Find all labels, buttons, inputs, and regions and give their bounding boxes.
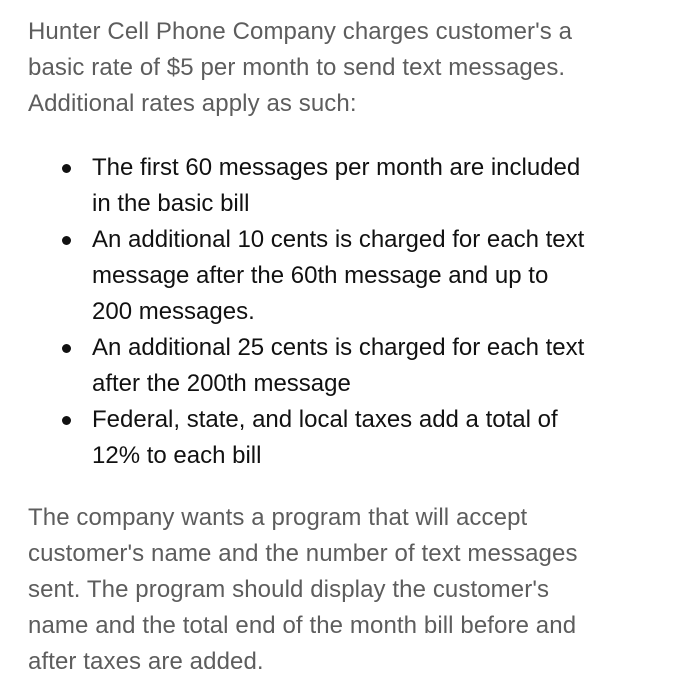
list-item-line: after the 200th message	[92, 370, 351, 397]
list-item	[28, 150, 658, 222]
list-item	[28, 222, 658, 330]
bullet-icon	[62, 344, 71, 353]
intro-line: basic rate of $5 per month to send text messages.	[28, 54, 566, 81]
intro-line: Hunter Cell Phone Company charges customer's a	[28, 18, 573, 45]
document-body	[28, 14, 658, 680]
intro-line: Additional rates apply as such:	[28, 90, 357, 117]
list-item-line: 12% to each bill	[92, 442, 262, 469]
list-item-line: Federal, state, and local taxes add a total of	[92, 406, 558, 433]
outro-line: The company wants a program that will accept	[28, 504, 528, 531]
bullet-icon	[62, 236, 71, 245]
list-item	[28, 402, 658, 474]
list-item-line: The first 60 messages per month are included	[92, 154, 581, 181]
list-item-line: An additional 25 cents is charged for each text	[92, 334, 585, 361]
bullet-icon	[62, 164, 71, 173]
list-item	[28, 330, 658, 402]
list-item-line: An additional 10 cents is charged for each text	[92, 226, 585, 253]
outro-line: after taxes are added.	[28, 648, 264, 675]
list-item-line: 200 messages.	[92, 298, 255, 325]
outro-line: name and the total end of the month bill before and	[28, 612, 577, 639]
outro-line: sent. The program should display the customer's	[28, 576, 550, 603]
outro-line: customer's name and the number of text messages	[28, 540, 578, 567]
rates-list	[28, 150, 658, 474]
list-item-line: message after the 60th message and up to	[92, 262, 549, 289]
outro-paragraph	[28, 500, 638, 680]
bullet-icon	[62, 416, 71, 425]
list-item-line: in the basic bill	[92, 190, 250, 217]
intro-paragraph	[28, 14, 628, 122]
